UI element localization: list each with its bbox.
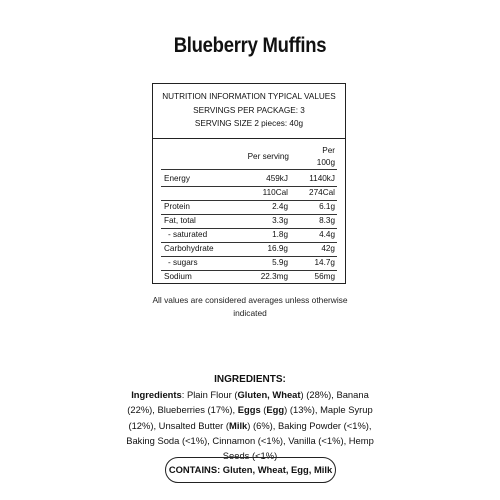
col-header-per-100g-line1: Per <box>322 146 335 155</box>
table-row <box>153 215 345 227</box>
nutrition-panel <box>152 83 346 284</box>
value-per-100g: 8.3g <box>319 216 335 225</box>
ingredients-label: Ingredients <box>131 389 182 400</box>
value-per-100g: 42g <box>321 244 335 253</box>
value-per-serving: 3.3g <box>272 216 288 225</box>
ingredients-part: : Plain Flour ( <box>181 389 238 400</box>
contains-allergens-badge: CONTAINS: Gluten, Wheat, Egg, Milk <box>165 457 336 483</box>
value-per-100g: 274Cal <box>309 188 335 197</box>
value-per-serving: 459kJ <box>266 174 288 183</box>
ingredients-part: ) (28%), Banana (22%), Blueberries (17%), <box>127 389 369 416</box>
nutrient-name: Carbohydrate <box>164 244 214 253</box>
nutrient-name: - saturated <box>168 230 208 239</box>
table-row <box>153 187 345 199</box>
value-per-serving: 110Cal <box>262 188 288 197</box>
ingredients-part: ) (13%), Maple Syrup (12%), Unsalted Butter ( <box>128 404 373 431</box>
ingredients-part: ) (6%), Baking Powder (<1%), Baking Soda (<1%), Cinnamon (<1%), Vanilla (<1%), Hemp Seeds (<1%) <box>126 419 374 462</box>
ingredients-title: INGREDIENTS: <box>214 374 286 385</box>
value-per-serving: 22.3mg <box>260 272 288 281</box>
value-per-100g: 56mg <box>314 272 335 281</box>
table-row <box>153 229 345 241</box>
ingredients-text <box>118 387 382 463</box>
nutrient-name: Sodium <box>164 272 192 281</box>
table-row <box>153 173 345 185</box>
nutrient-name: Energy <box>164 174 190 183</box>
serving-size: SERVING SIZE 2 pieces: 40g <box>194 119 304 129</box>
nutrient-name: Fat, total <box>164 216 196 225</box>
allergen-highlight: Egg <box>266 404 285 416</box>
ingredients-part: ( <box>260 404 267 416</box>
nutrition-panel-header <box>153 84 345 139</box>
value-per-100g: 1140kJ <box>309 174 335 183</box>
value-per-serving: 1.8g <box>272 230 288 239</box>
value-per-serving: 5.9g <box>272 258 288 267</box>
averages-note: All values are considered averages unless otherwise indicated <box>152 295 348 318</box>
table-row <box>153 201 345 213</box>
allergen-highlight: Milk <box>229 419 248 431</box>
value-per-100g: 6.1g <box>319 202 335 211</box>
table-row <box>153 243 345 255</box>
table-divider <box>161 169 337 170</box>
nutrient-name: Protein <box>164 202 190 211</box>
value-per-serving: 2.4g <box>272 202 288 211</box>
nutrition-heading: NUTRITION INFORMATION TYPICAL VALUES <box>162 92 336 101</box>
allergen-highlight: Gluten, Wheat <box>237 389 301 400</box>
servings-per-package: SERVINGS PER PACKAGE: 3 <box>193 105 305 115</box>
value-per-serving: 16.9g <box>267 244 288 253</box>
value-per-100g: 14.7g <box>314 258 335 267</box>
col-header-per-100g-line2: 100g <box>316 158 335 167</box>
table-row <box>153 271 345 283</box>
table-header-row <box>153 145 345 167</box>
product-title: Blueberry Muffins <box>173 34 327 57</box>
value-per-100g: 4.4g <box>319 230 335 239</box>
col-header-per-serving: Per serving <box>247 152 289 161</box>
table-row <box>153 257 345 269</box>
nutrient-name: - sugars <box>168 258 198 267</box>
allergen-highlight: Eggs <box>237 404 261 416</box>
